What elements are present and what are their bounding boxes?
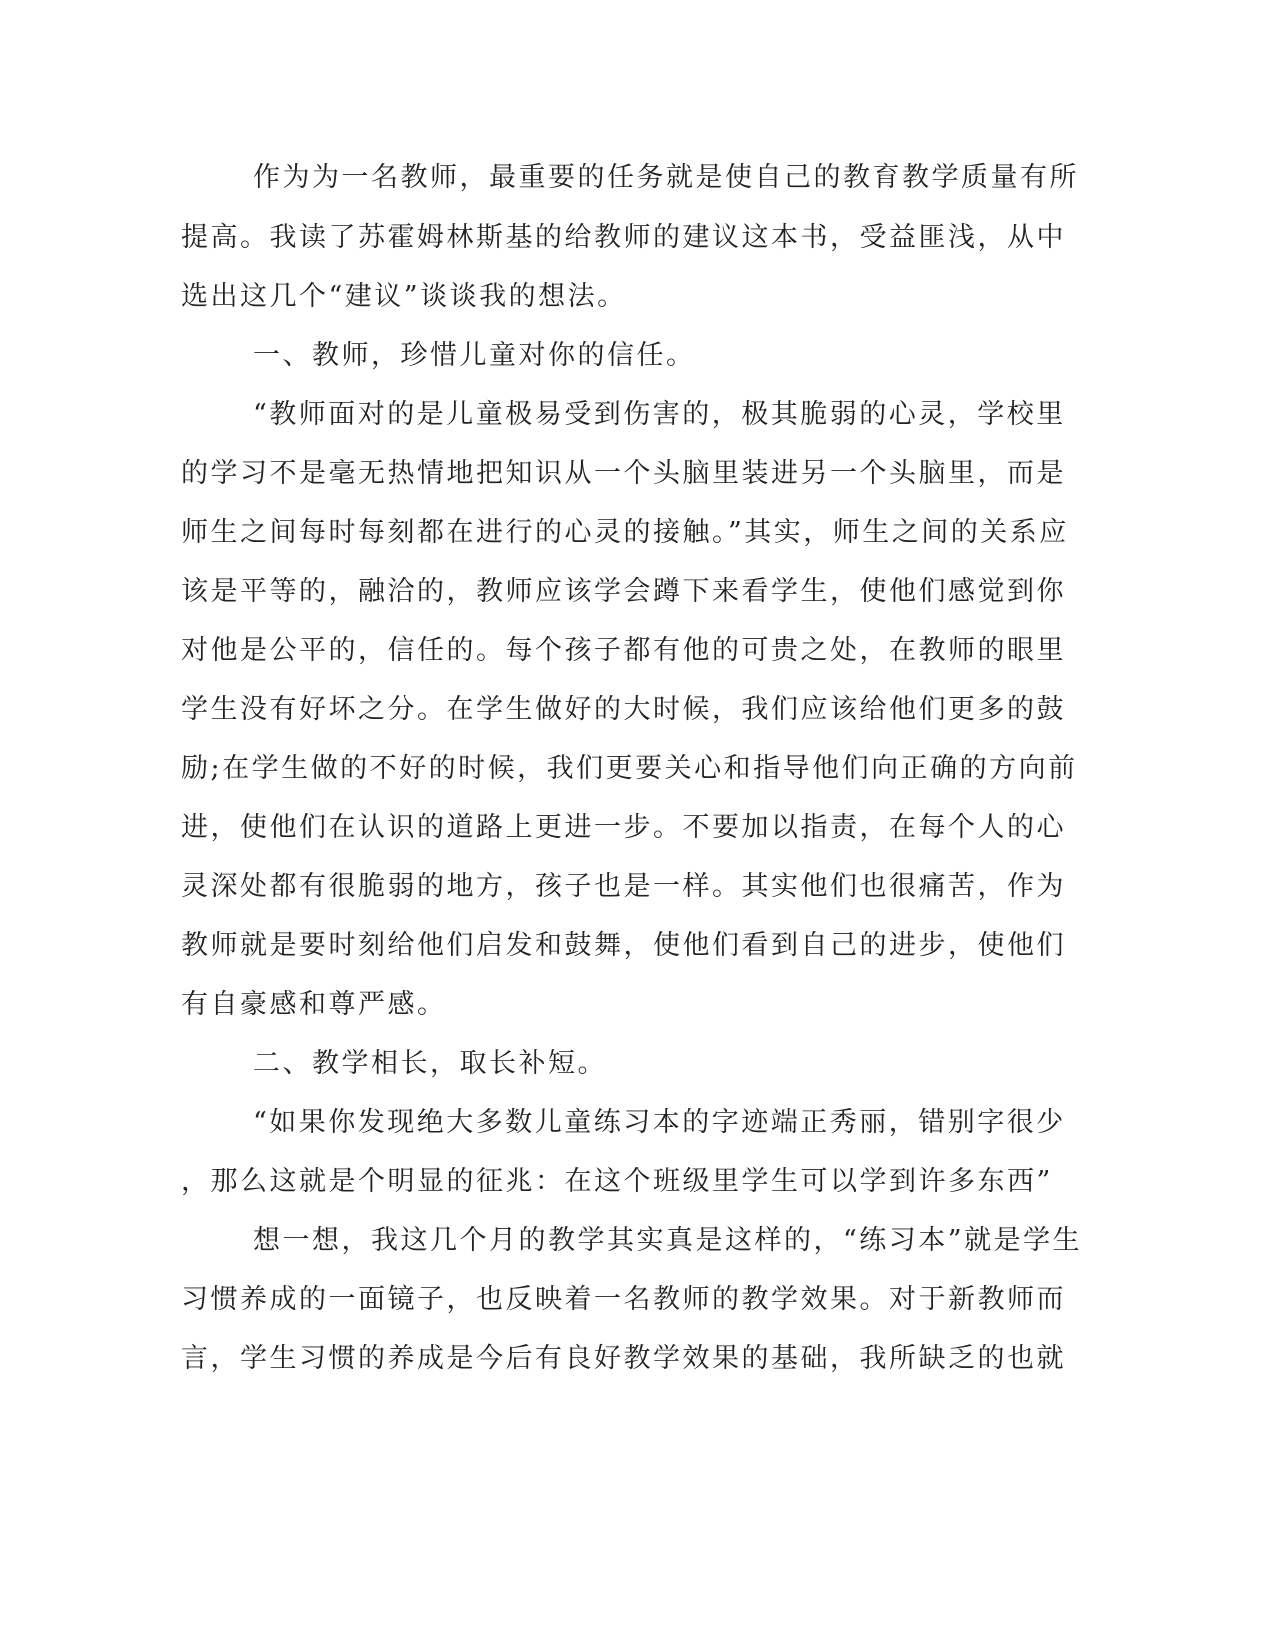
- text-line: 提高。我读了苏霍姆林斯基的给教师的建议这本书，受益匪浅，从中: [181, 222, 1066, 253]
- text-line: 师生之间每时每刻都在进行的心灵的接触。”其实，师生之间的关系应: [181, 517, 1069, 548]
- section-heading: 二、教学相长，取长补短。: [253, 1048, 607, 1079]
- text-line: 选出这几个“建议”谈谈我的想法。: [181, 281, 627, 312]
- text-line: “教师面对的是儿童极易受到伤害的，极其脆弱的心灵，学校里: [253, 399, 1066, 430]
- text-line: 作为为一名教师，最重要的任务就是使自己的教育教学质量有所: [253, 162, 1079, 193]
- text-line: 学生没有好坏之分。在学生做好的大时候，我们应该给他们更多的鼓: [181, 694, 1066, 725]
- text-line: 想一想，我这几个月的教学其实真是这样的，“练习本”就是学生: [253, 1225, 1083, 1256]
- text-line: 对他是公平的，信任的。每个孩子都有他的可贵之处，在教师的眼里: [181, 635, 1066, 666]
- text-line: 进，使他们在认识的道路上更进一步。不要加以指责，在每个人的心: [181, 812, 1066, 843]
- text-line: 励;在学生做的不好的时候，我们更要关心和指导他们向正确的方向前: [181, 753, 1078, 784]
- text-line: 习惯养成的一面镜子，也反映着一名教师的教学效果。对于新教师而: [181, 1284, 1066, 1315]
- text-line: 该是平等的，融洽的，教师应该学会蹲下来看学生，使他们感觉到你: [181, 576, 1066, 607]
- text-line: 言，学生习惯的养成是今后有良好教学效果的基础，我所缺乏的也就: [181, 1343, 1066, 1374]
- text-line: 的学习不是毫无热情地把知识从一个头脑里装进另一个头脑里，而是: [181, 458, 1066, 489]
- text-line: 有自豪感和尊严感。: [181, 989, 447, 1020]
- text-line: 灵深处都有很脆弱的地方，孩子也是一样。其实他们也很痛苦，作为: [181, 871, 1066, 902]
- text-line: ，那么这就是个明显的征兆：在这个班级里学生可以学到许多东西”: [181, 1166, 1053, 1197]
- text-line: “如果你发现绝大多数儿童练习本的字迹端正秀丽，错别字很少: [253, 1107, 1066, 1138]
- section-heading: 一、教师，珍惜儿童对你的信任。: [253, 340, 696, 371]
- text-line: 教师就是要时刻给他们启发和鼓舞，使他们看到自己的进步，使他们: [181, 930, 1066, 961]
